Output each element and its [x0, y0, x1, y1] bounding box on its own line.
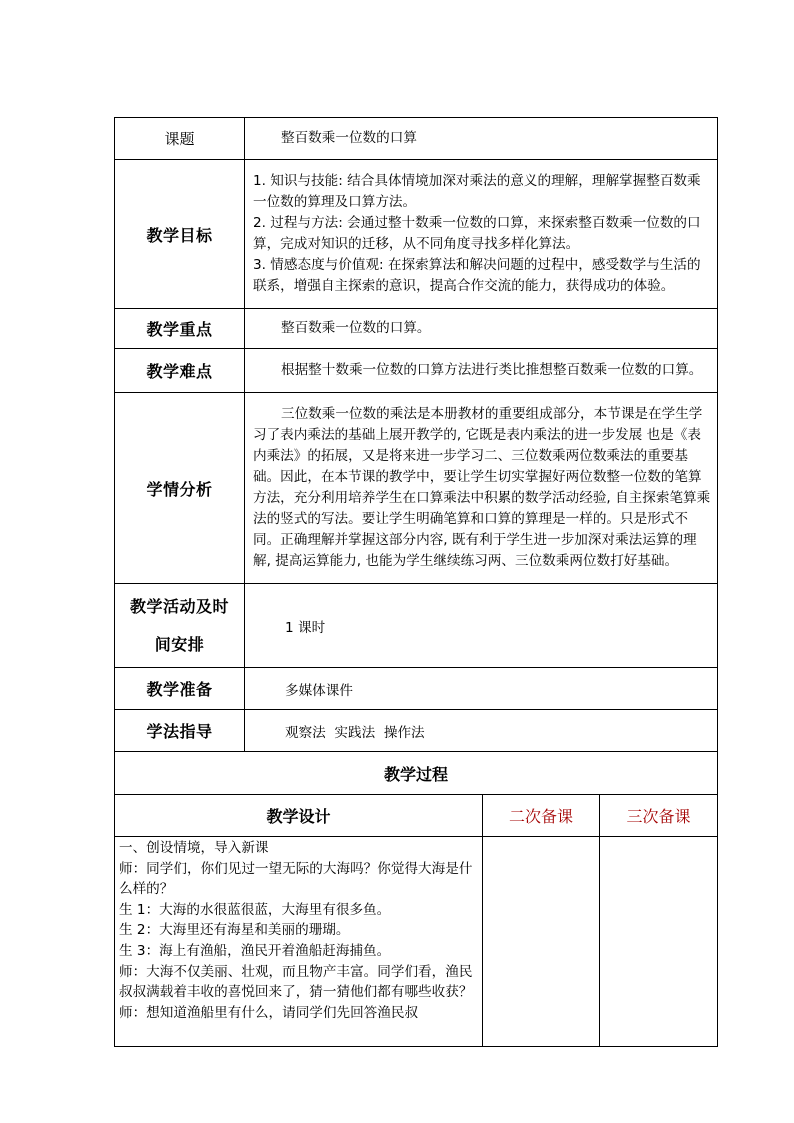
- row-process-header: [115, 795, 718, 837]
- process-line: 师：想知道渔船里有什么，请同学们先回答渔民叔: [119, 1004, 419, 1021]
- goals-label: 教学目标: [115, 160, 245, 309]
- second-prep-content: [483, 837, 600, 1047]
- lesson-plan-table: [114, 117, 718, 1047]
- design-column-header: 教学设计: [115, 795, 483, 837]
- row-analysis: [115, 393, 718, 584]
- difficulty-label: 教学难点: [115, 349, 245, 393]
- row-process-title: [115, 752, 718, 795]
- process-line: 师：同学们，你们见过一望无际的大海吗？你觉得大海是什么样的？: [119, 860, 473, 898]
- goal-item: 2. 过程与方法: 会通过整十数乘一位数的口算，来探索整百数乘一位数的口算，完成对知识的迁移，从不同角度寻找多样化算法。: [253, 215, 701, 252]
- row-process-body: [115, 837, 718, 1047]
- goal-item: 1. 知识与技能: 结合具体情境加深对乘法的意义的理解，理解掌握整百数乘一位数的算理及口算方法。: [253, 173, 701, 210]
- row-preparation: [115, 668, 718, 710]
- row-topic: [115, 118, 718, 160]
- row-goals: [115, 160, 718, 309]
- goal-item: 3. 情感态度与价值观: 在探索算法和解决问题的过程中，感受数学与生活的联系，增强自主探索的意识，提高合作交流的能力，获得成功的体验。: [253, 257, 701, 294]
- schedule-label-line2: 间安排: [154, 634, 205, 654]
- method-label: 学法指导: [115, 710, 245, 752]
- key-point-value: 整百数乘一位数的口算。: [281, 320, 431, 336]
- row-key-point: [115, 309, 718, 349]
- row-method: [115, 710, 718, 752]
- difficulty-value: 根据整十数乘一位数的口算方法进行类比推想整百数乘一位数的口算。: [281, 362, 703, 378]
- schedule-label-line1: 教学活动及时: [129, 596, 229, 616]
- analysis-label: 学情分析: [115, 393, 245, 584]
- row-schedule: [115, 584, 718, 668]
- analysis-value: 三位数乘一位数的乘法是本册教材的重要组成部分，本节课是在学生学习了表内乘法的基础上展开教学的, 它既是表内乘法的进一步发展 也是《表内乘法》的拓展，又是将来进一步学习二、三位数乘两位数乘法的重要基础。因此，在本节课的教学中，要让学生切实掌握好两位数整一位数的笔算方法，充分利用培养学生在口算乘法中积累的数学活动经验, 自主探索笔算乘法的竖式的写法。要让学生明确笔算和口算的算理是一样的。只是形式不同。正确理解并掌握这部分内容, 既有利于学生进一步加深对乘法运算的理解, 提高运算能力, 也能为学生继续练习两、三位数乘两位数打好基础。: [253, 406, 711, 569]
- method-value: 观察法 实践法 操作法: [245, 710, 718, 752]
- topic-value: 整百数乘一位数的口算: [281, 130, 417, 146]
- process-line: 师：大海不仅美丽、壮观，而且物产丰富。同学们看，渔民叔叔满载着丰收的喜悦回来了，猜一猜他们都有哪些收获？: [119, 963, 473, 1001]
- preparation-label: 教学准备: [115, 668, 245, 710]
- process-line: 生 3：海上有渔船，渔民开着渔船赶海捕鱼。: [119, 942, 391, 959]
- third-prep-column-header: 三次备课: [600, 795, 718, 837]
- key-point-label: 教学重点: [115, 309, 245, 349]
- preparation-value: 多媒体课件: [245, 668, 718, 710]
- process-line: 生 2：大海里还有海星和美丽的珊瑚。: [119, 922, 350, 939]
- third-prep-content: [600, 837, 718, 1047]
- schedule-value: 1 课时: [245, 584, 718, 668]
- process-line: 生 1：大海的水很蓝很蓝，大海里有很多鱼。: [119, 901, 391, 918]
- process-title: 教学过程: [115, 752, 718, 795]
- row-difficulty: [115, 349, 718, 393]
- topic-label: 课题: [115, 118, 245, 160]
- second-prep-column-header: 二次备课: [483, 795, 600, 837]
- process-line: 一、创设情境，导入新课: [119, 840, 269, 856]
- design-content: [115, 837, 483, 1047]
